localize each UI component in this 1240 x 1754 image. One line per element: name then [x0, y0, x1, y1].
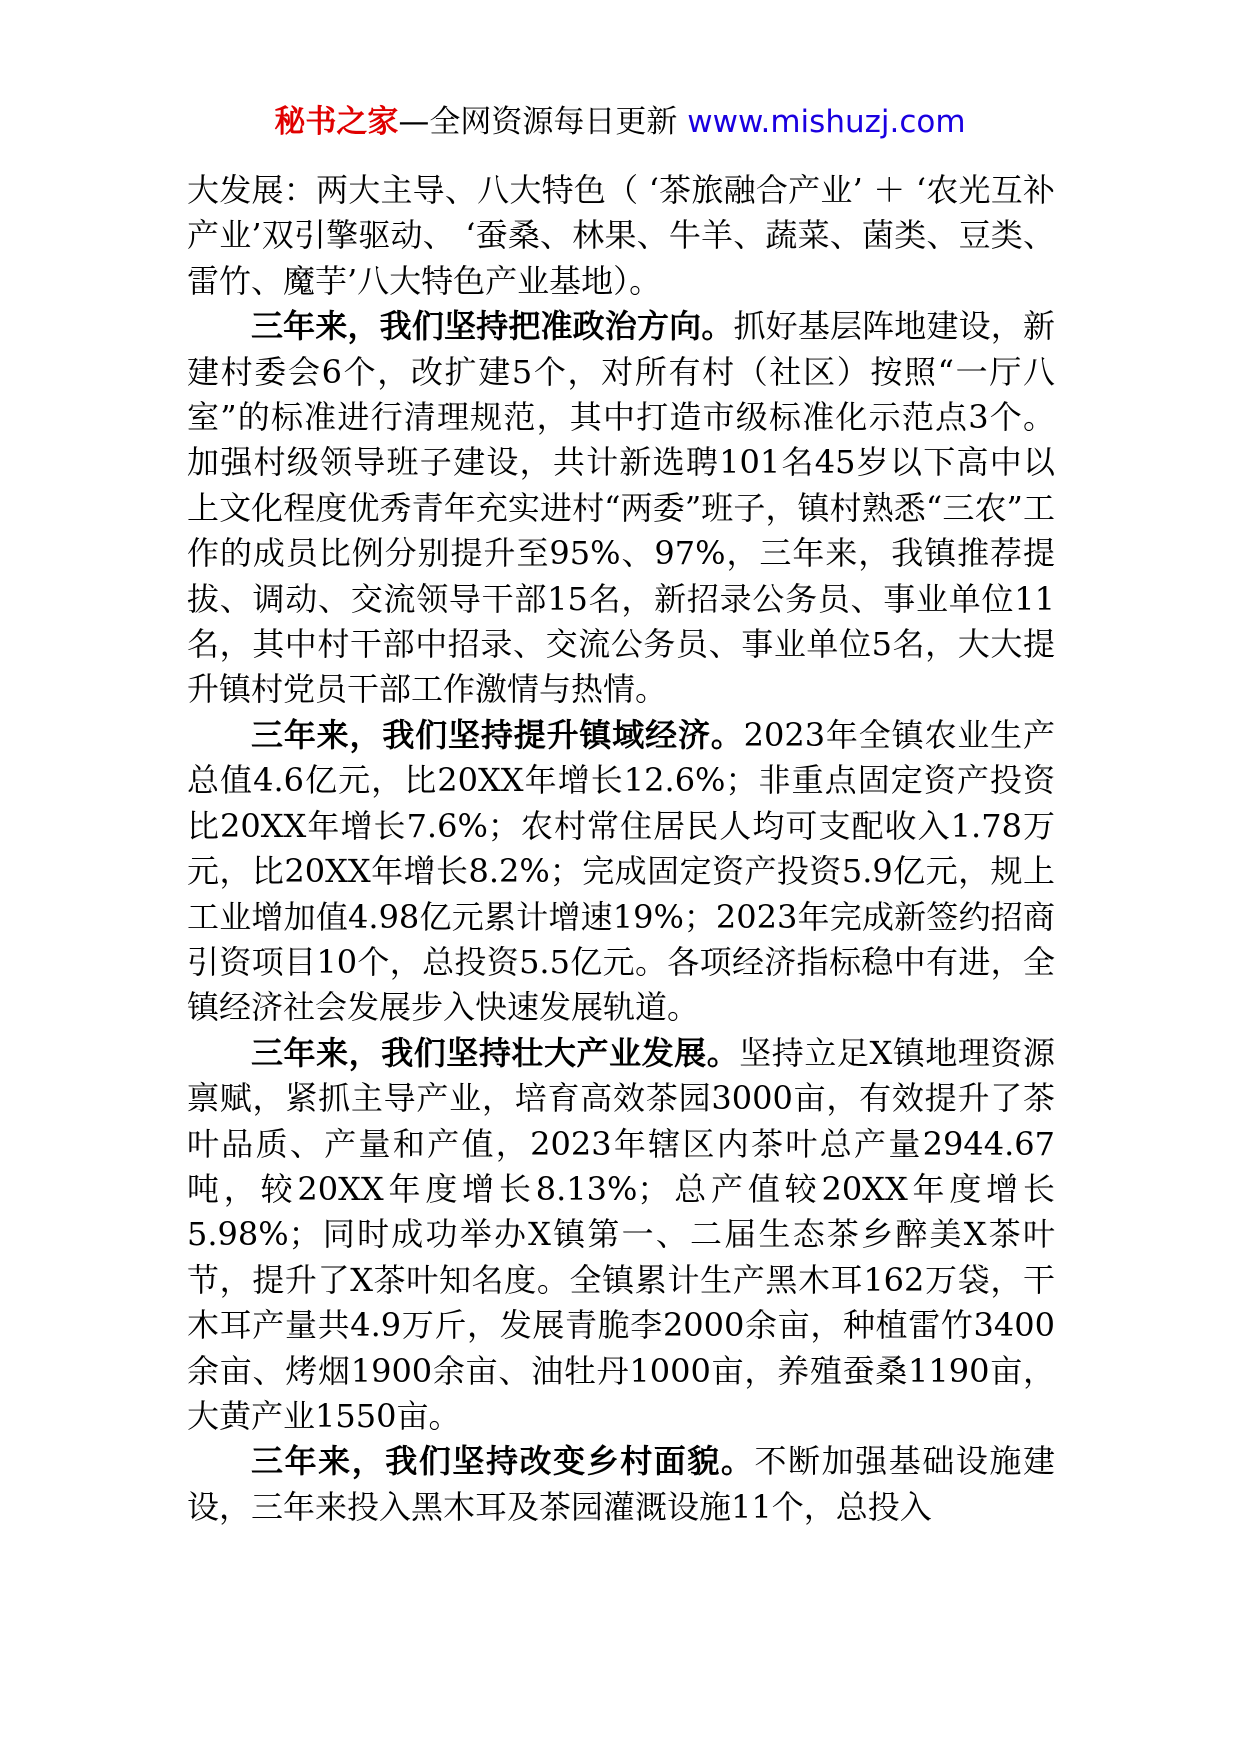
paragraph-lead: 三年来，我们坚持提升镇域经济。: [251, 715, 744, 754]
paragraph-text: 2023年全镇农业生产总值4.6亿元，比20XX年增长12.6%；非重点固定资产投资比20XX年增长7.6%；农村常住居民人均可支配收入1.78万元，比20XX年增长8.2%；完成固定资产投资5.9亿元，规上工业增加值4.98亿元累计增速19%；2023年完成新签约招商引资项目10个，总投资5.5亿元。各项经济指标稳中有进，全镇经济社会发展步入快速发展轨道。: [187, 715, 1055, 1027]
document-body: [187, 168, 1055, 1530]
site-brand: 秘书之家: [274, 104, 399, 140]
paragraph-town-economy: [187, 713, 1055, 1031]
site-header: [0, 100, 1240, 144]
paragraph-lead: 三年来，我们坚持把准政治方向。: [251, 307, 734, 346]
paragraph-lead: 三年来，我们坚持壮大产业发展。: [251, 1033, 740, 1072]
paragraph-continuation: [187, 168, 1055, 304]
paragraph-political-direction: [187, 304, 1055, 713]
paragraph-text: 大发展：两大主导、八大特色（ ‘茶旅融合产业’ ＋ ‘农光互补产业’双引擎驱动、 ‘蚕桑、林果、牛羊、蔬菜、菌类、豆类、雷竹、魔芋’八大特色产业基地）。: [187, 171, 1055, 300]
paragraph-text: 抓好基层阵地建设，新建村委会6个，改扩建5个，对所有村（社区）按照“一厅八室”的标准进行清理规范，其中打造市级标准化示范点3个。加强村级领导班子建设，共计新选聘101名45岁以下高中以上文化程度优秀青年充实进村“两委”班子，镇村熟悉“三农”工作的成员比例分别提升至95%、97%，三年来，我镇推荐提拔、调动、交流领导干部15名，新招录公务员、事业单位11名，其中村干部中招录、交流公务员、事业单位5名，大大提升镇村党员干部工作激情与热情。: [187, 307, 1055, 709]
paragraph-industry-development: [187, 1031, 1055, 1440]
paragraph-text: 坚持立足X镇地理资源禀赋，紧抓主导产业，培育高效茶园3000亩，有效提升了茶叶品质、产量和产值，2023年辖区内茶叶总产量2944.67吨，较20XX年度增长8.13%；总产值较20XX年度增长5.98%；同时成功举办X镇第一、二届生态茶乡醉美X茶叶节，提升了X茶叶知名度。全镇累计生产黑木耳162万袋，干木耳产量共4.9万斤，发展青脆李2000余亩，种植雷竹3400余亩、烤烟1900余亩、油牡丹1000亩，养殖蚕桑1190亩，大黄产业1550亩。: [187, 1033, 1055, 1435]
paragraph-lead: 三年来，我们坚持改变乡村面貌。: [251, 1442, 755, 1481]
paragraph-rural-appearance: [187, 1439, 1055, 1530]
site-tagline: —全网资源每日更新: [398, 104, 688, 140]
paragraph-text: 不断加强基础设施建设，三年来投入黑木耳及茶园灌溉设施11个，总投入: [187, 1442, 1055, 1526]
site-url-link[interactable]: www.mishuzj.com: [687, 104, 966, 140]
